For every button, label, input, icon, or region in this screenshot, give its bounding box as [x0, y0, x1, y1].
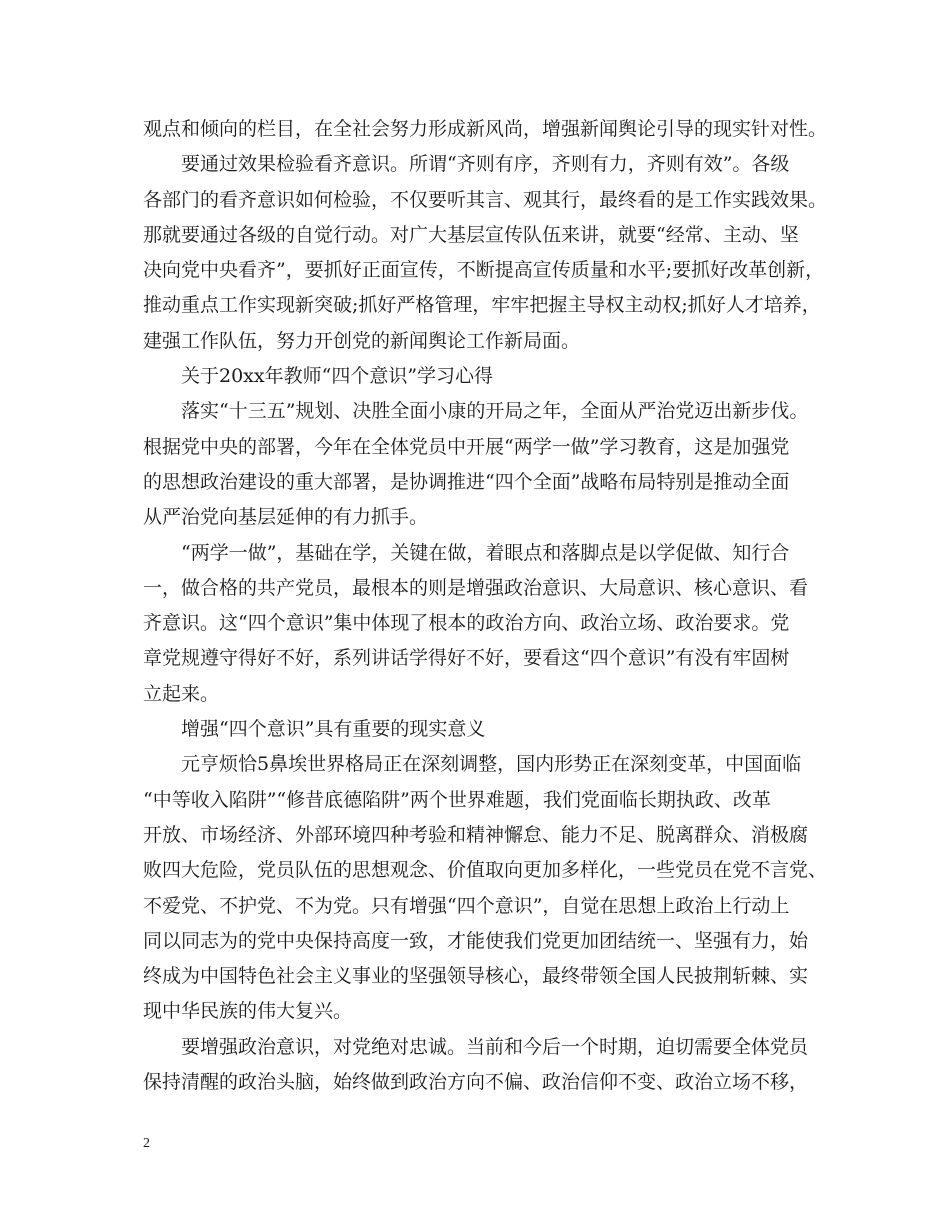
page-number: 2	[143, 1136, 150, 1151]
text-line: 现中华民族的伟大复兴。	[143, 1000, 353, 1023]
text-line: 不爱党、不护党、不为党。只有增强“四个意识”，自觉在思想上政治上行动上	[143, 894, 790, 917]
section-heading: 增强“四个意识”具有重要的现实意义	[181, 718, 486, 741]
text-line: “中等收入陷阱”“修昔底德陷阱”两个世界难题，我们党面临长期执政、改革	[143, 788, 771, 811]
text-line: 立起来。	[143, 682, 220, 705]
text-line: 的思想政治建设的重大部署，是协调推进“四个全面”战略布局特别是推动全面	[143, 470, 790, 493]
document-page	[143, 112, 828, 1100]
section-heading: 关于20xx年教师“四个意识”学习心得	[181, 365, 494, 388]
text-line: 一，做合格的共产党员，最根本的则是增强政治意识、大局意识、核心意识、看	[143, 576, 809, 599]
text-line: 推动重点工作实现新突破;抓好严格管理，牢牢把握主导权主动权;抓好人才培养，	[143, 294, 821, 317]
text-line: 建强工作队伍，努力开创党的新闻舆论工作新局面。	[143, 329, 581, 352]
paragraph-start-line: “两学一做”，基础在学，关键在做，着眼点和落脚点是以学促做、知行合	[181, 541, 790, 564]
text-line: 根据党中央的部署，今年在全体党员中开展“两学一做”学习教育，这是加强党	[143, 435, 790, 458]
text-line: 开放、市场经济、外部环境四种考验和精神懈怠、能力不足、脱离群众、消极腐	[143, 823, 809, 846]
text-line: 同以同志为的党中央保持高度一致，才能使我们党更加团结统一、坚强有力，始	[143, 929, 809, 952]
text-line: 保持清醒的政治头脑，始终做到政治方向不偏、政治信仰不变、政治立场不移，	[143, 1071, 809, 1094]
text-line: 观点和倾向的栏目，在全社会努力形成新风尚，增强新闻舆论引导的现实针对性。	[143, 118, 828, 140]
paragraph-start-line: 落实“十三五”规划、决胜全面小康的开局之年，全面从严治党迈出新步伐。	[181, 400, 809, 423]
text-line: 败四大危险，党员队伍的思想观念、价值取向更加多样化，一些党员在党不言党、	[143, 859, 828, 882]
text-line: 齐意识。这“四个意识”集中体现了根本的政治方向、政治立场、政治要求。党	[143, 612, 790, 635]
paragraph-start-line: 要通过效果检验看齐意识。所谓“齐则有序，齐则有力，齐则有效”。各级	[181, 153, 790, 176]
text-line: 终成为中国特色社会主义事业的坚强领导核心，最终带领全国人民披荆斩棘、实	[143, 965, 809, 988]
paragraph-start-line: 要增强政治意识，对党绝对忠诚。当前和今后一个时期，迫切需要全体党员	[181, 1035, 809, 1058]
text-line: 决向党中央看齐”，要抓好正面宣传，不断提高宣传质量和水平;要抓好改革创新，	[143, 259, 825, 282]
text-line: 各部门的看齐意识如何检验，不仅要听其言、观其行，最终看的是工作实践效果。	[143, 188, 828, 211]
text-line: 章党规遵守得好不好，系列讲话学得好不好，要看这“四个意识”有没有牢固树	[143, 647, 790, 670]
text-line: 那就要通过各级的自觉行动。对广大基层宣传队伍来讲，就要“经常、主动、坚	[143, 223, 799, 246]
text-line: 从严治党向基层延伸的有力抓手。	[143, 506, 429, 529]
paragraph-start-line: 元亨烦恰5鼻埃世界格局正在深刻调整，国内形势正在深刻变革，中国面临	[181, 753, 802, 776]
